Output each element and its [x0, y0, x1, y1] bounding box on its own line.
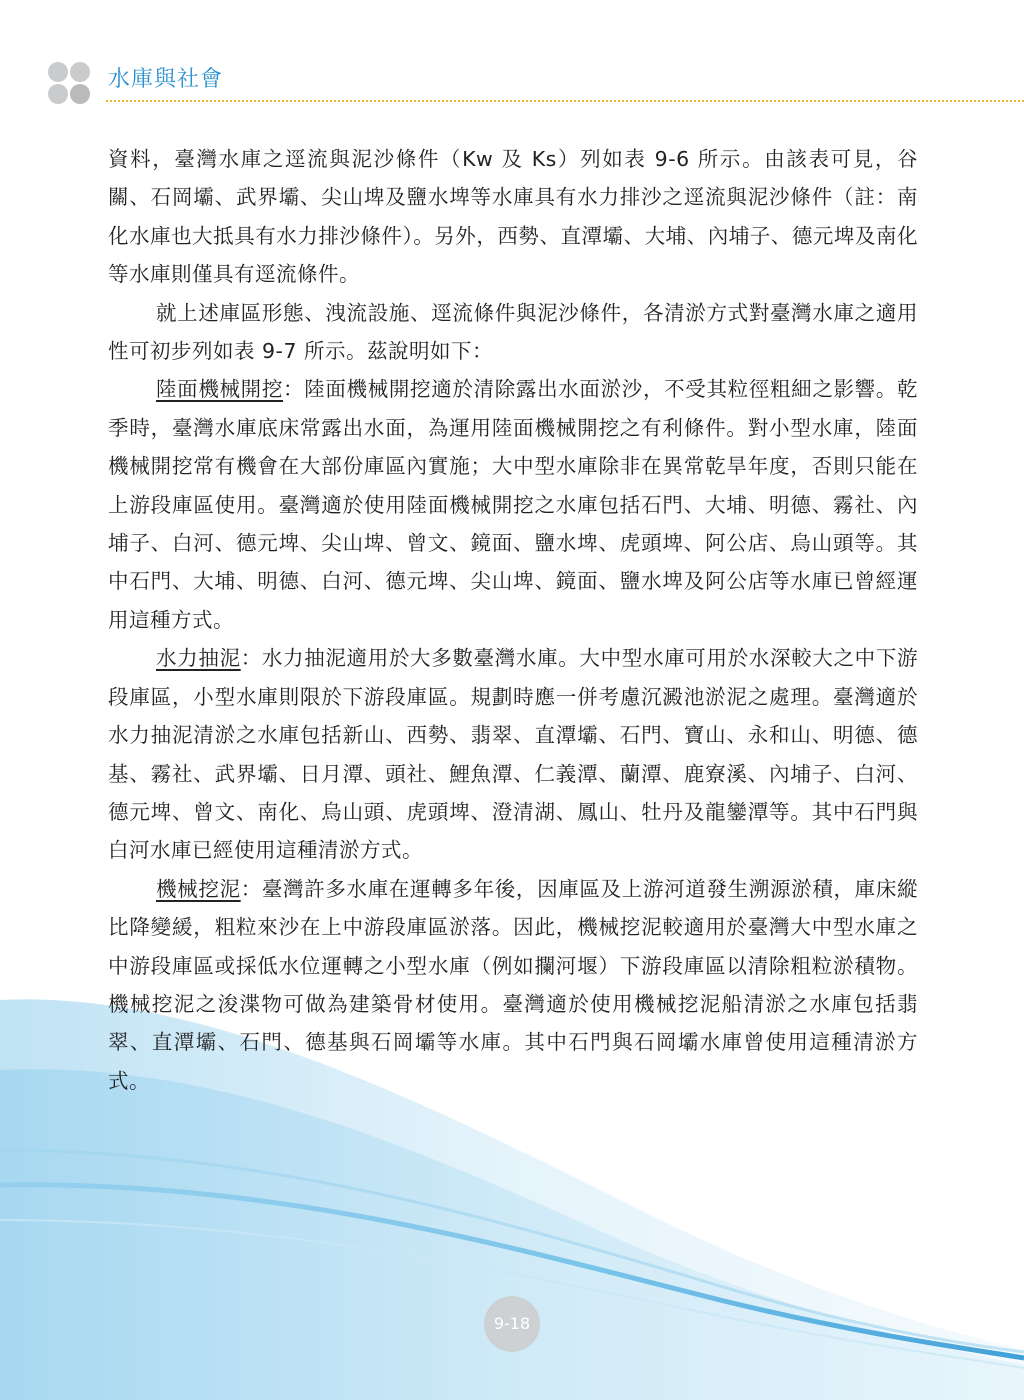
page-header — [48, 58, 1024, 106]
paragraph-summary — [108, 294, 918, 371]
paragraph-land-excavation — [108, 370, 918, 639]
header-divider — [106, 100, 1024, 102]
paragraph-hydraulic-dredging — [108, 639, 918, 869]
paragraph-text: ：陸面機械開挖適於清除露出水面淤沙，不受其粒徑粗細之影響。乾季時，臺灣水庫底床常露出水面，為運用陸面機械開挖之有利條件。對小型水庫，陸面機械開挖常有機會在大部份庫區內實施；大中型水庫除非在異常乾旱年度，否則只能在上游段庫區使用。臺灣適於使用陸面機械開挖之水庫包括石門、大埔、明德、霧社、內埔子、白河、德元埤、尖山埤、曾文、鏡面、鹽水埤、虎頭埤、阿公店、烏山頭等。其中石門、大埔、明德、白河、德元埤、尖山埤、鏡面、鹽水埤及阿公店等水庫已曾經運用這種方式。 — [108, 377, 919, 632]
logo-dots-icon — [48, 62, 92, 106]
header-title: 水庫與社會 — [108, 67, 224, 92]
term-heading: 水力抽泥 — [156, 646, 241, 671]
body-text — [108, 140, 918, 1100]
paragraph-mechanical-dredging — [108, 870, 918, 1100]
paragraph-text: 就上述庫區形態、洩流設施、逕流條件與泥沙條件，各清淤方式對臺灣水庫之適用性可初步列如表 9-7 所示。茲說明如下： — [108, 300, 918, 364]
paragraph-text: 資料，臺灣水庫之逕流與泥沙條件（Kw 及 Ks）列如表 9-6 所示。由該表可見，谷關、石岡壩、武界壩、尖山埤及鹽水埤等水庫具有水力排沙之逕流與泥沙條件（註：南化水庫也大抵具有水力排沙條件）。另外，西勢、直潭壩、大埔、內埔子、德元埤及南化等水庫則僅具有逕流條件。 — [108, 147, 918, 287]
term-heading: 機械挖泥 — [156, 876, 241, 901]
paragraph-text: ：水力抽泥適用於大多數臺灣水庫。大中型水庫可用於水深較大之中下游段庫區，小型水庫則限於下游段庫區。規劃時應一併考慮沉澱池淤泥之處理。臺灣適於水力抽泥清淤之水庫包括新山、西勢、翡翠、直潭壩、石門、寶山、永和山、明德、德基、霧社、武界壩、日月潭、頭社、鯉魚潭、仁義潭、蘭潭、鹿寮溪、內埔子、白河、德元埤、曾文、南化、烏山頭、虎頭埤、澄清湖、鳳山、牡丹及龍鑾潭等。其中石門與白河水庫已經使用這種清淤方式。 — [108, 646, 918, 863]
paragraph-text: ：臺灣許多水庫在運轉多年後，因庫區及上游河道發生溯源淤積，庫床縱比降變緩，粗粒來沙在上中游段庫區淤落。因此，機械挖泥較適用於臺灣大中型水庫之中游段庫區或採低水位運轉之小型水庫（例如攔河堰）下游段庫區以清除粗粒淤積物。機械挖泥之浚渫物可做為建築骨材使用。臺灣適於使用機械挖泥船清淤之水庫包括翡翠、直潭壩、石門、德基與石岡壩等水庫。其中石門與石岡壩水庫曾使用這種清淤方式。 — [108, 876, 918, 1093]
paragraph-intro — [108, 140, 918, 294]
term-heading: 陸面機械開挖 — [156, 377, 284, 402]
page-number-badge: 9-18 — [484, 1296, 540, 1352]
